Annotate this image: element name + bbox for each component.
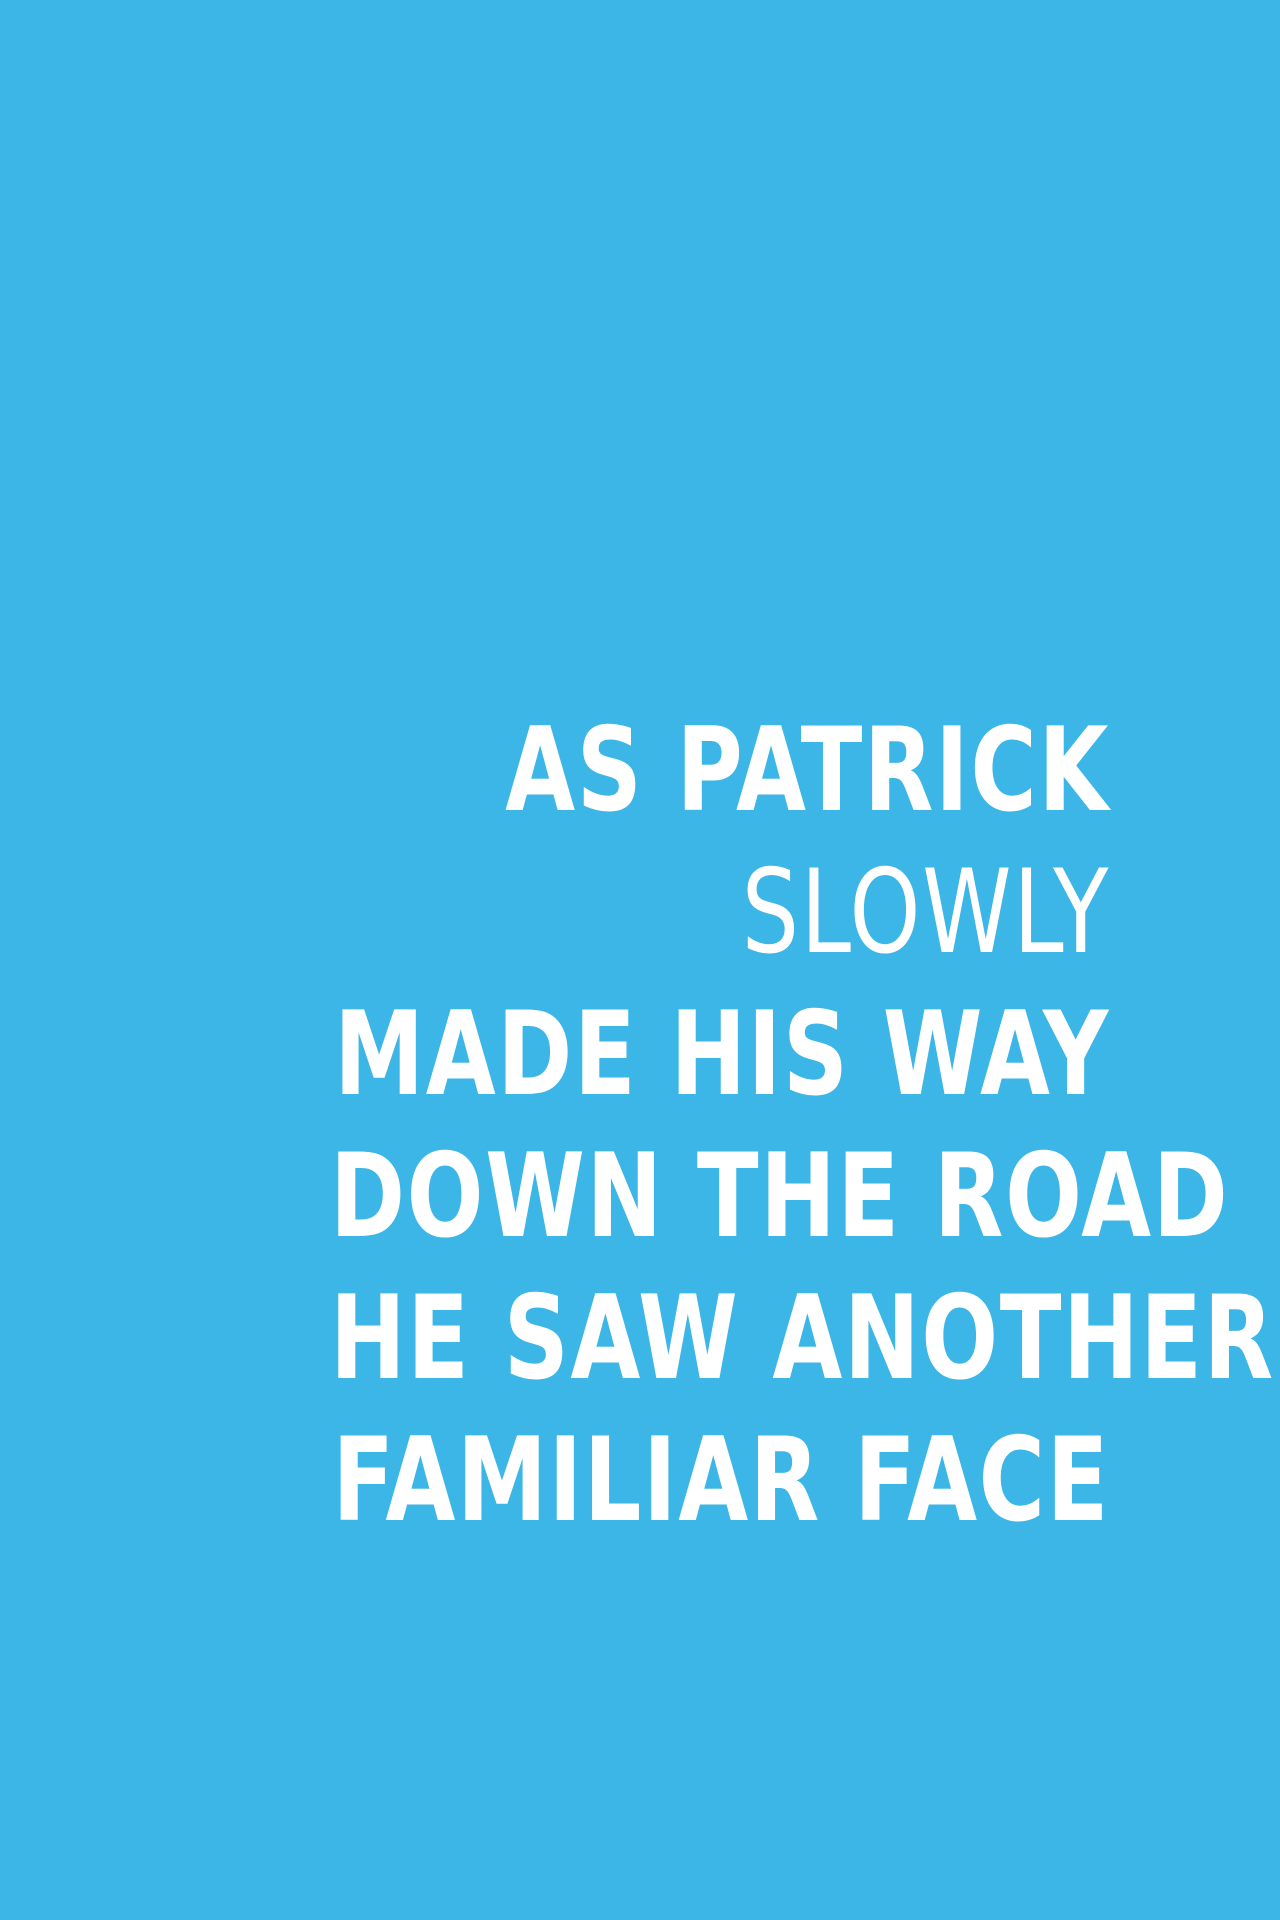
- story-line-6: FAMILIAR FACE: [332, 1413, 1110, 1548]
- story-line-3: MADE HIS WAY: [334, 987, 1110, 1122]
- story-line-1: AS PATRICK: [505, 703, 1110, 838]
- story-text-block: [110, 700, 1275, 1552]
- story-line-4: DOWN THE ROAD: [330, 1129, 1230, 1264]
- story-line-5: HE SAW ANOTHER: [330, 1271, 1275, 1406]
- story-line-2: SLOWLY: [741, 845, 1110, 980]
